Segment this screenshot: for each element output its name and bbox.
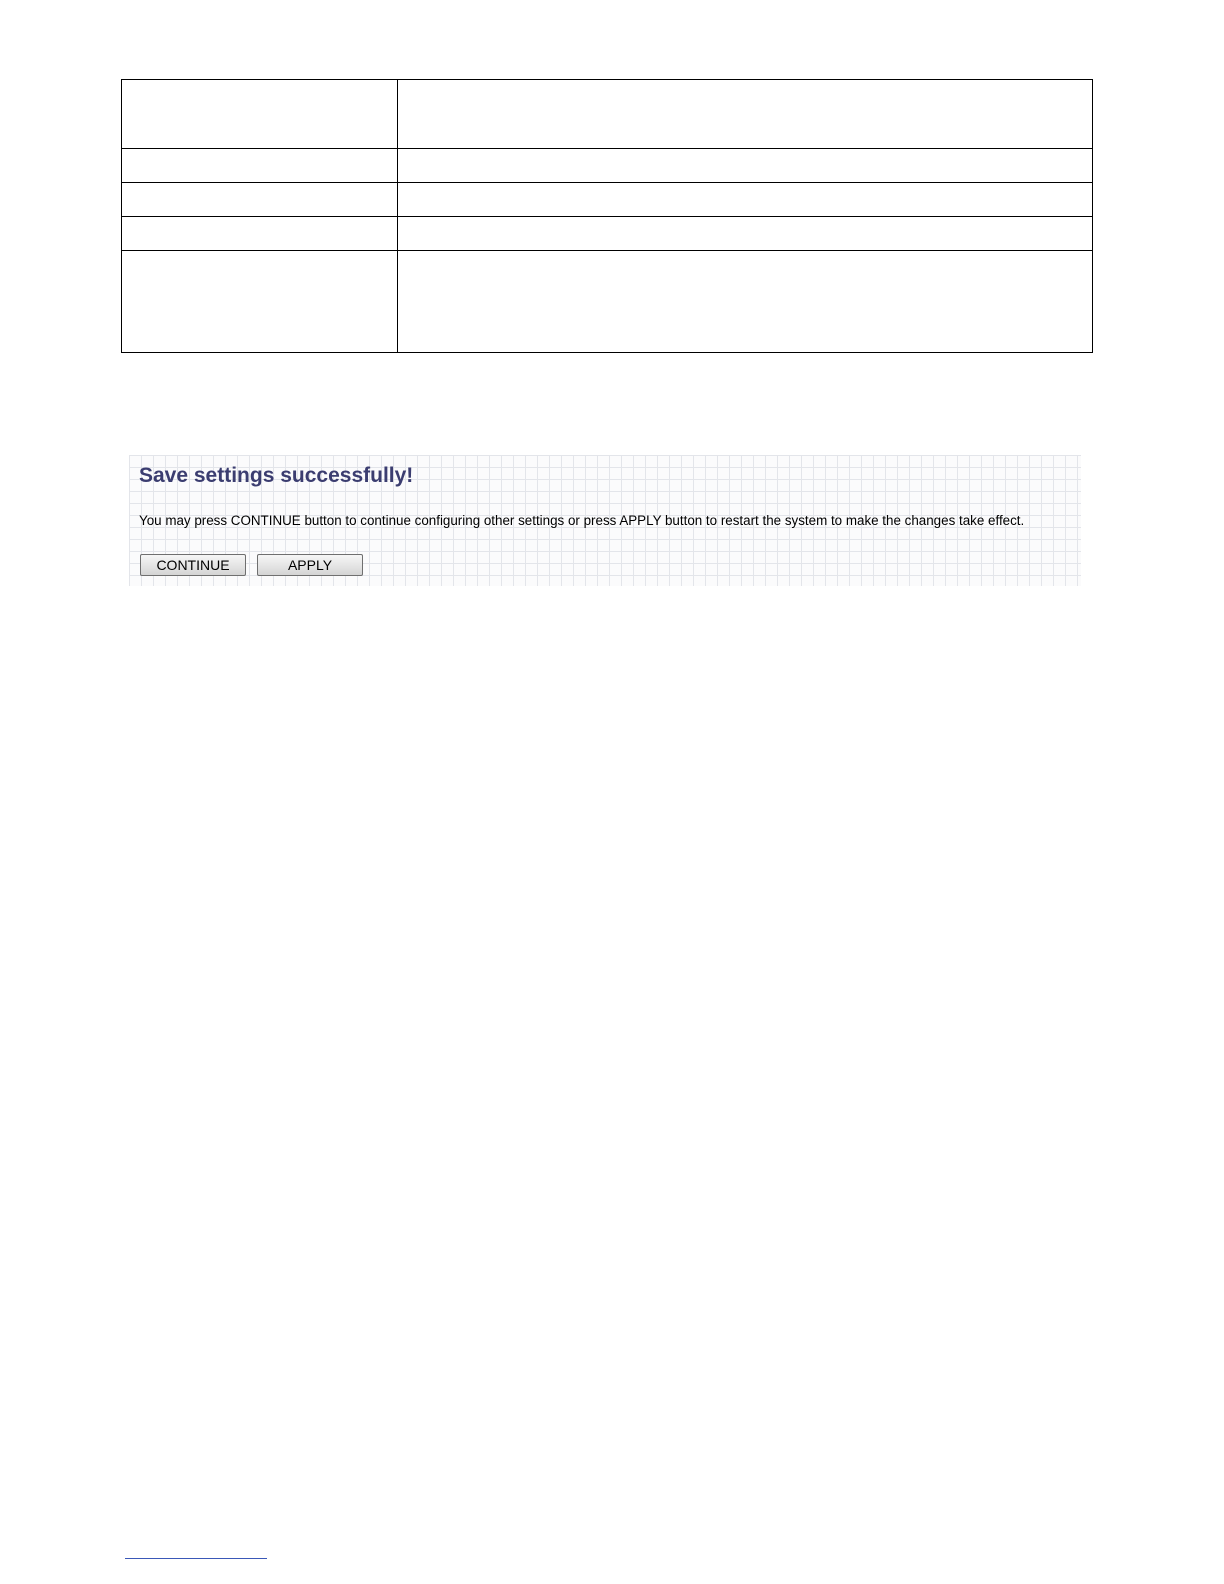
table-cell-value [398,149,1093,183]
save-settings-panel [129,455,1081,586]
table-cell-label [122,149,398,183]
table-cell-label [122,251,398,353]
table-row [122,149,1093,183]
settings-table [121,79,1093,353]
table-cell-label [122,80,398,149]
table-cell-value [398,80,1093,149]
table-cell-label [122,183,398,217]
table-cell-value [398,217,1093,251]
save-instructions-text: You may press CONTINUE button to continue configuring other settings or press APPLY button to restart the system to make the changes take effect. [139,513,1025,528]
footer-rule [125,1558,267,1559]
table-cell-value [398,183,1093,217]
save-success-title: Save settings successfully! [139,464,414,487]
table-cell-value [398,251,1093,353]
table-row [122,217,1093,251]
continue-button[interactable]: CONTINUE [140,554,246,576]
table-row [122,251,1093,353]
apply-button[interactable]: APPLY [257,554,363,576]
table-row [122,80,1093,149]
table-row [122,183,1093,217]
table-cell-label [122,217,398,251]
